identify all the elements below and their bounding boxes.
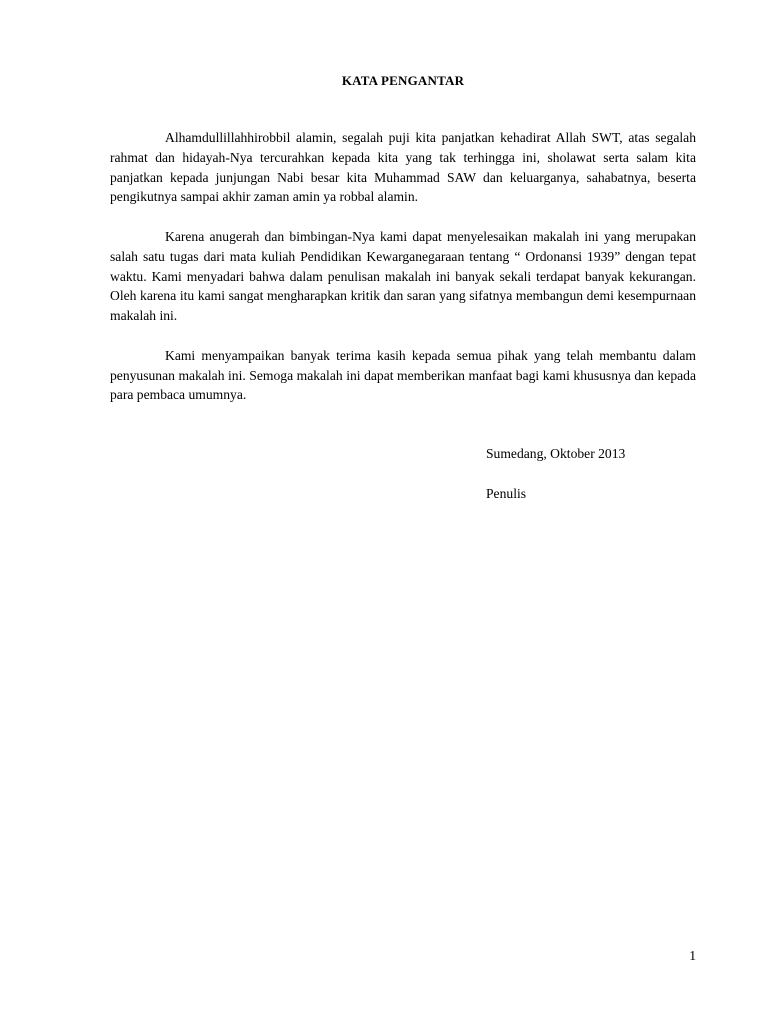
paragraph-2: Karena anugerah dan bimbingan-Nya kami dapat menyelesaikan makalah ini yang merupakan salah satu tugas dari mata kuliah Pendidikan Kewarganegaraan tentang “ Ordonansi 1939” dengan tepat waktu. Kami menyadari bahwa dalam penulisan makalah ini banyak sekali terdapat banyak kekurangan. Oleh karena itu kami sangat mengharapkan kritik dan saran yang sifatnya membangun demi kesempurnaan makalah ini. — [110, 228, 696, 324]
signature-place-date: Sumedang, Oktober 2013 — [486, 446, 626, 461]
body-text — [110, 128, 696, 425]
page-number: 1 — [689, 948, 696, 963]
signature-block — [486, 444, 625, 523]
page-title: KATA PENGANTAR — [341, 73, 465, 88]
paragraph-3: Kami menyampaikan banyak terima kasih kepada semua pihak yang telah membantu dalam penyusunan makalah ini. Semoga makalah ini dapat memberikan manfaat bagi kami khususnya dan kepada para pembaca umumnya. — [110, 347, 696, 403]
signature-author: Penulis — [486, 485, 527, 501]
paragraph-1: Alhamdullillahhirobbil alamin, segalah puji kita panjatkan kehadirat Allah SWT, atas segalah rahmat dan hidayah-Nya tercurahkan kepada kita yang tak terhingga ini, sholawat serta salam kita panjatkan kepada junjungan Nabi besar kita Muhammad SAW dan keluarganya, sahabatnya, beserta pengikutnya sampai akhir zaman amin ya robbal alamin. — [110, 130, 696, 205]
